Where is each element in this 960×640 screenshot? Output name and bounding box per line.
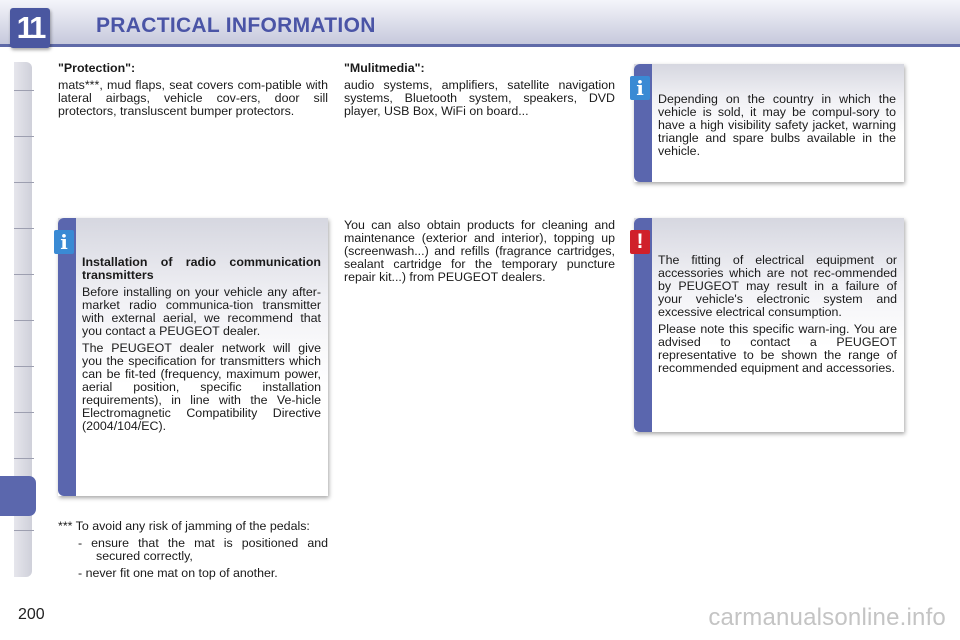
multimedia-section <box>344 62 615 122</box>
warning-box-para2: Please note this specific warn-ing. You are advised to contact a PEUGEOT representative to be shown the range of recommended equipment and accessories. <box>658 322 897 375</box>
chapter-tab-divider <box>14 136 34 137</box>
warning-icon: ! <box>630 230 650 254</box>
info-box-country-text: Depending on the country in which the vehicle is sold, it may be compul-sory to have a high visibility safety jacket, warning triangle and spare bulbs available in the vehicle. <box>658 92 896 158</box>
warning-box-text <box>658 254 897 379</box>
info-box-radio-para2: The PEUGEOT dealer network will give you the specification for transmitters which can be fit-ted (frequency, maximum power, aerial position, specific installation requirements), in line with the Ve-hicle Electromagnetic Compatibility Directive (2004/104/EC). <box>82 341 321 433</box>
cleaning-section <box>344 219 615 288</box>
protection-heading: "Protection": <box>58 61 136 75</box>
multimedia-body: audio systems, amplifiers, satellite navigation systems, Bluetooth system, speakers, DVD player, USB Box, WiFi on board... <box>344 78 615 118</box>
chapter-tab-divider <box>14 530 34 531</box>
footnote-main: *** To avoid any risk of jamming of the pedals: <box>58 519 310 533</box>
chapter-tab-divider <box>14 228 34 229</box>
info-box-radio-text <box>82 256 321 437</box>
info-box-stripe <box>58 218 76 496</box>
chapter-tab-divider <box>14 458 34 459</box>
chapter-tab-divider <box>14 412 34 413</box>
page-number: 200 <box>18 606 45 623</box>
page-title: PRACTICAL INFORMATION <box>96 14 376 37</box>
info-box-radio-title: Installation of radio communication transmitters <box>82 255 321 282</box>
info-box-country <box>634 64 904 182</box>
info-box-radio-para1: Before installing on your vehicle any after-market radio communica-tion transmitter with external aerial, we recommend that you contact a PEUGEOT dealer. <box>82 285 321 338</box>
warning-box <box>634 218 904 432</box>
multimedia-heading: "Mulitmedia": <box>344 61 425 75</box>
chapter-badge: 11 <box>10 8 50 48</box>
protection-body: mats***, mud flaps, seat covers com-patible with lateral airbags, vehicle cov-ers, door sill protectors, transluscent bumper protectors. <box>58 78 328 118</box>
protection-section <box>58 62 328 122</box>
chapter-tab-divider <box>14 90 34 91</box>
header-divider <box>0 44 960 47</box>
chapter-tab-divider <box>14 320 34 321</box>
info-box-radio <box>58 218 328 496</box>
warning-box-para1: The fitting of electrical equipment or accessories which are not rec-ommended by PEUGEOT may result in a failure of your vehicle's electronic system and excessive electrical consumption. <box>658 253 897 319</box>
footnote-item: - ensure that the mat is positioned and secured correctly, <box>78 536 328 563</box>
chapter-tab-divider <box>14 274 34 275</box>
chapter-tab-divider <box>14 182 34 183</box>
info-icon: i <box>630 76 650 100</box>
footnote-item: - never fit one mat on top of another. <box>78 566 278 580</box>
chapter-tab-active[interactable] <box>0 476 36 516</box>
watermark: carmanualsonline.info <box>708 604 946 631</box>
cleaning-body: You can also obtain products for cleaning and maintenance (exterior and interior), topping up (screenwash...) and refills (fragrance cartridges, sealant cartridge for the temporary puncture repair kit...) from PEUGEOT dealers. <box>344 218 615 284</box>
chapter-tab-divider <box>14 366 34 367</box>
footnote <box>58 520 328 584</box>
info-icon: i <box>54 230 74 254</box>
